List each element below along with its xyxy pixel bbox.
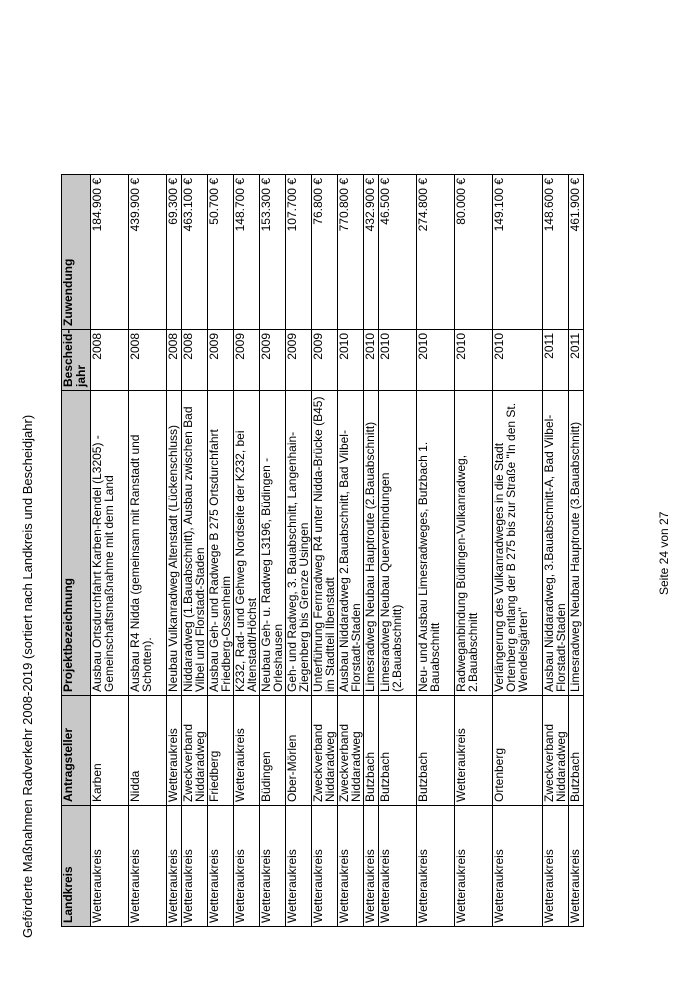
table-row — [312, 175, 338, 927]
cell-projekt: Niddaradweg (1.Bauabschnitt), Ausbau zwischen Bad Vilbel und Florstadt-Staden — [182, 391, 208, 696]
cell-projekt: Neu- und Ausbau Limesradweges, Butzbach 1. Bauabschnitt — [417, 391, 455, 696]
cell-jahr: 2008 — [91, 330, 129, 391]
cell-jahr: 2010 — [493, 330, 543, 391]
cell-zuwendung: 153.300 € — [260, 175, 286, 330]
cell-zuwendung: 80.000 € — [455, 175, 493, 330]
cell-antragsteller: Ortenberg — [493, 696, 543, 806]
cell-antragsteller: Butzbach — [417, 696, 455, 806]
table-row — [338, 175, 364, 927]
cell-landkreis: Wetteraukreis — [260, 806, 286, 927]
cell-projekt: Ausbau Niddaradweg, 3.Bauabschnitt-A, Bad Vilbel-Florstadt-Staden — [543, 391, 569, 696]
table-row — [379, 175, 417, 927]
table-row — [493, 175, 543, 927]
cell-zuwendung: 770.800 € — [338, 175, 364, 330]
cell-antragsteller: Butzbach — [379, 696, 417, 806]
cell-zuwendung: 76.800 € — [312, 175, 338, 330]
cell-projekt: Limesradweg Neubau Hauptroute (2.Bauabschnitt) — [364, 391, 379, 696]
cell-jahr: 2009 — [312, 330, 338, 391]
cell-projekt: Limesradweg Neubau Hauptroute (3.Bauabschnitt) — [569, 391, 584, 696]
cell-antragsteller: Friedberg — [208, 696, 234, 806]
cell-landkreis: Wetteraukreis — [167, 806, 182, 927]
cell-antragsteller: Karben — [91, 696, 129, 806]
header-zuwendung: Zuwendung — [62, 175, 91, 330]
cell-jahr: 2010 — [417, 330, 455, 391]
cell-projekt: K232, Rad- und Gehweg Nordseite der K232, bei Altenstadt/Höchst — [234, 391, 260, 696]
cell-antragsteller: Nidda — [129, 696, 167, 806]
cell-antragsteller: Butzbach — [364, 696, 379, 806]
cell-projekt: Ausbau Ortsdurchfahrt Karben-Rendel (L3205) - Gemeinschaftsmaßnahme mit dem Land — [91, 391, 129, 696]
funding-table — [61, 174, 584, 927]
cell-zuwendung: 46.500 € — [379, 175, 417, 330]
table-row — [167, 175, 182, 927]
cell-antragsteller: Wetteraukreis — [167, 696, 182, 806]
cell-antragsteller: Wetteraukreis — [234, 696, 260, 806]
cell-jahr: 2011 — [569, 330, 584, 391]
cell-antragsteller: Zweckverband Niddaradweg — [543, 696, 569, 806]
cell-antragsteller: Zweckverband Niddaradweg — [182, 696, 208, 806]
table-row — [417, 175, 455, 927]
cell-landkreis: Wetteraukreis — [543, 806, 569, 927]
cell-projekt: Ausbau R4 Nidda (gemeinsam mit Ranstadt und Schotten). — [129, 391, 167, 696]
cell-landkreis: Wetteraukreis — [286, 806, 312, 927]
cell-jahr: 2008 — [182, 330, 208, 391]
cell-projekt: Geh- und Radweg, 3. Bauabschnitt, Langenhain-Ziegenberg bis Grenze Usingen — [286, 391, 312, 696]
cell-projekt: Ausbau Geh- und Radwege B 275 Ortsdurchfahrt Friedberg-Ossenheim — [208, 391, 234, 696]
cell-zuwendung: 107.700 € — [286, 175, 312, 330]
cell-jahr: 2010 — [364, 330, 379, 391]
cell-projekt: Radweganbindung Büdingen-Vulkanradweg, 2.Bauabschnitt — [455, 391, 493, 696]
cell-antragsteller: Ober-Mörlen — [286, 696, 312, 806]
cell-landkreis: Wetteraukreis — [379, 806, 417, 927]
table-row — [569, 175, 584, 927]
cell-landkreis: Wetteraukreis — [234, 806, 260, 927]
cell-zuwendung: 149.100 € — [493, 175, 543, 330]
table-row — [234, 175, 260, 927]
cell-jahr: 2010 — [338, 330, 364, 391]
cell-jahr: 2009 — [260, 330, 286, 391]
cell-landkreis: Wetteraukreis — [182, 806, 208, 927]
page-number: Seite 24 von 27 — [657, 511, 671, 595]
cell-jahr: 2009 — [208, 330, 234, 391]
cell-jahr: 2010 — [455, 330, 493, 391]
cell-landkreis: Wetteraukreis — [91, 806, 129, 927]
cell-zuwendung: 50.700 € — [208, 175, 234, 330]
table-row — [260, 175, 286, 927]
cell-zuwendung: 432.900 € — [364, 175, 379, 330]
cell-zuwendung: 184.900 € — [91, 175, 129, 330]
cell-zuwendung: 148.600 € — [543, 175, 569, 330]
cell-jahr: 2009 — [234, 330, 260, 391]
header-projekt: Projektbezeichnung — [62, 391, 91, 696]
cell-jahr: 2009 — [286, 330, 312, 391]
table-row — [182, 175, 208, 927]
table-header-row — [62, 175, 91, 927]
cell-jahr: 2008 — [129, 330, 167, 391]
cell-zuwendung: 274.800 € — [417, 175, 455, 330]
cell-landkreis: Wetteraukreis — [208, 806, 234, 927]
cell-zuwendung: 69.300 € — [167, 175, 182, 330]
table-row — [208, 175, 234, 927]
table-row — [364, 175, 379, 927]
table-row — [543, 175, 569, 927]
cell-jahr: 2011 — [543, 330, 569, 391]
page-title: Geförderte Maßnahmen Radverkehr 2008-2019 (sortiert nach Landkreis und Bescheidjahr) — [20, 414, 35, 938]
cell-landkreis: Wetteraukreis — [129, 806, 167, 927]
cell-antragsteller: Büdingen — [260, 696, 286, 806]
cell-projekt: Neubau Vulkanradweg Altenstadt (Lückenschluss) — [167, 391, 182, 696]
cell-projekt: Limesradweg Neubau Querverbindungen (2.Bauabschnitt) — [379, 391, 417, 696]
cell-projekt: Neubau Geh- u. Radweg L3196, Büdingen - Orleshausen — [260, 391, 286, 696]
cell-zuwendung: 148.700 € — [234, 175, 260, 330]
cell-zuwendung: 463.100 € — [182, 175, 208, 330]
cell-zuwendung: 461.900 € — [569, 175, 584, 330]
cell-landkreis: Wetteraukreis — [364, 806, 379, 927]
cell-antragsteller: Wetteraukreis — [455, 696, 493, 806]
cell-antragsteller: Zweckverband Niddaradweg — [312, 696, 338, 806]
table-row — [286, 175, 312, 927]
cell-landkreis: Wetteraukreis — [417, 806, 455, 927]
cell-zuwendung: 439.900 € — [129, 175, 167, 330]
cell-landkreis: Wetteraukreis — [493, 806, 543, 927]
cell-jahr: 2008 — [167, 330, 182, 391]
cell-jahr: 2010 — [379, 330, 417, 391]
header-landkreis: Landkreis — [62, 806, 91, 927]
cell-antragsteller: Butzbach — [569, 696, 584, 806]
table-row — [91, 175, 129, 927]
table-row — [129, 175, 167, 927]
cell-antragsteller: Zweckverband Niddaradweg — [338, 696, 364, 806]
cell-landkreis: Wetteraukreis — [338, 806, 364, 927]
cell-projekt: Unterführung Fernradweg R4 unter Nidda-Brücke (B45) im Stadtteil Ilbenstadt — [312, 391, 338, 696]
cell-landkreis: Wetteraukreis — [569, 806, 584, 927]
cell-landkreis: Wetteraukreis — [312, 806, 338, 927]
header-antragsteller: Antragsteller — [62, 696, 91, 806]
cell-projekt: Ausbau Niddaradweg 2.Bauabschnitt, Bad Vilbel-Florstadt-Staden — [338, 391, 364, 696]
table-row — [455, 175, 493, 927]
cell-projekt: Verlängerung des Vulkanradweges in die Stadt Ortenberg entlang der B 275 bis zur Straße "In den St. Wendelsgärten" — [493, 391, 543, 696]
cell-landkreis: Wetteraukreis — [455, 806, 493, 927]
header-jahr: Bescheid- jahr — [62, 330, 91, 391]
